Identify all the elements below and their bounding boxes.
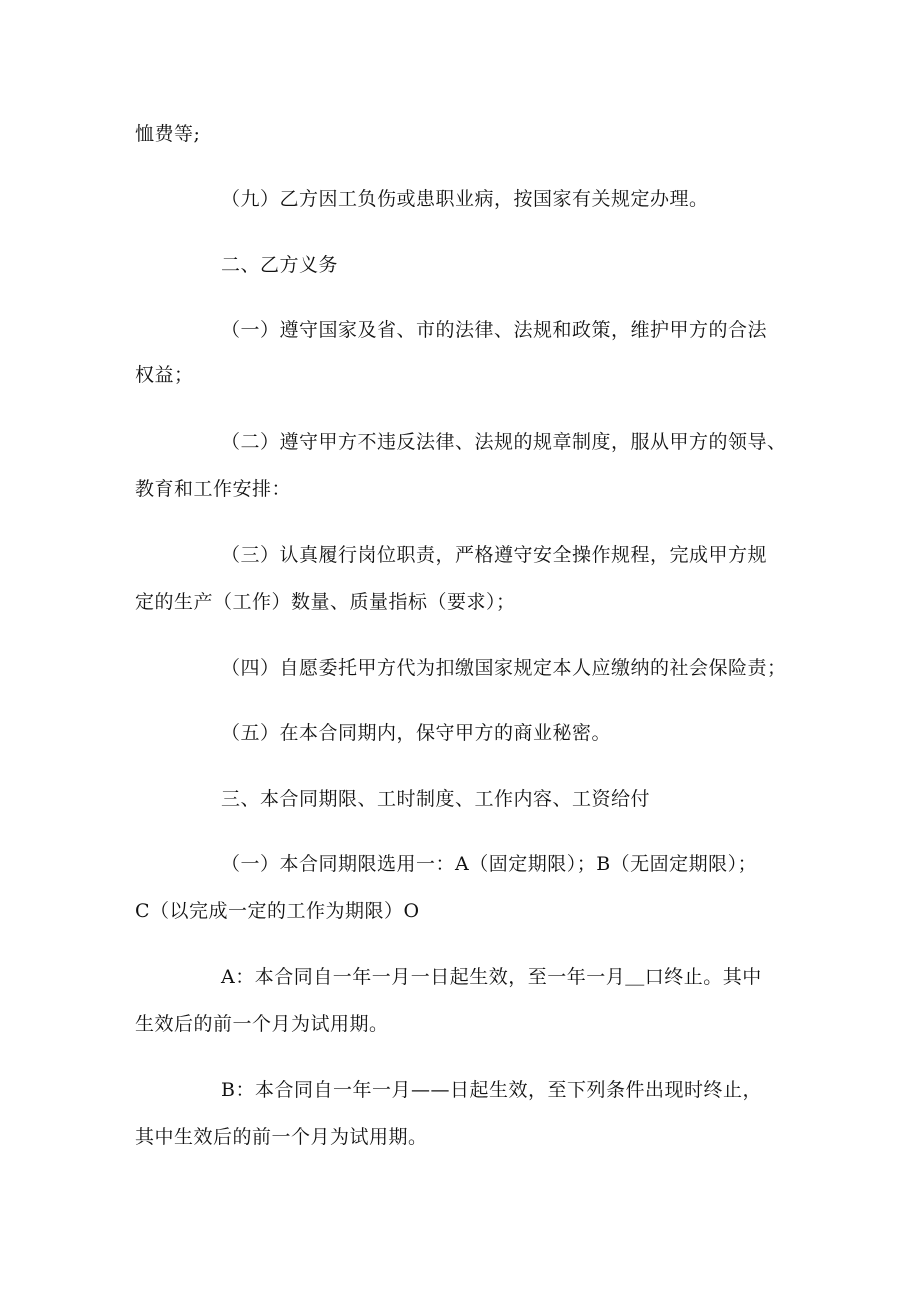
text-line: 定的生产（工作）数量、质量指标（要求）；: [135, 591, 516, 613]
text-line: 恤费等;: [135, 123, 201, 145]
text-line: 教育和工作安排：: [135, 478, 292, 500]
text-line: C（以完成一定的工作为期限）O: [135, 900, 420, 922]
text-line: 其中生效后的前一个月为试用期。: [135, 1126, 428, 1148]
text-line: （五）在本合同期内，保守甲方的商业秘密。: [221, 722, 612, 744]
text-line: （一）本合同期限选用一：A（固定期限）；B（无固定期限）；: [221, 853, 758, 875]
text-line: （二）遵守甲方不违反法律、法规的规章制度，服从甲方的领导、: [221, 431, 787, 453]
text-line: （四）自愿委托甲方代为扣缴国家规定本人应缴纳的社会保险责；: [221, 657, 787, 679]
section-heading: 三、本合同期限、工时制度、工作内容、工资给付: [221, 788, 651, 810]
text-line: （三）认真履行岗位职责，严格遵守安全操作规程，完成甲方规: [221, 544, 768, 566]
text-line: A：本合同自一年一月一日起生效，至一年一月＿口终止。其中: [221, 966, 762, 988]
text-line: 生效后的前一个月为试用期。: [135, 1013, 389, 1035]
section-heading: 二、乙方义务: [221, 254, 339, 276]
text-line: （一）遵守国家及省、市的法律、法规和政策，维护甲方的合法: [221, 319, 768, 341]
text-line: B：本合同自一年一月——日起生效，至下列条件出现时终止，: [221, 1079, 762, 1101]
text-line: （九）乙方因工负伤或患职业病，按国家有关规定办理。: [221, 188, 709, 210]
text-line: 权益；: [135, 364, 194, 386]
